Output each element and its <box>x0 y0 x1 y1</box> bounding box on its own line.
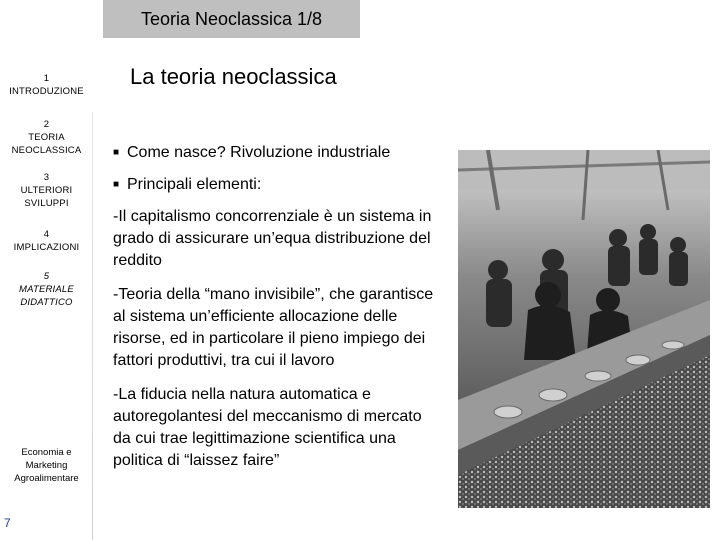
paragraph-capitalismo: -Il capitalismo concorrenziale è un sistema in grado di assicurare un’equa distribuzione del reddito <box>113 208 432 269</box>
slide-title: Teoria Neoclassica 1/8 <box>140 8 323 29</box>
bullet-text: Come nasce? Rivoluzione industriale <box>127 144 391 161</box>
slide-content <box>113 142 443 484</box>
sidebar-item-number: 2 <box>43 119 50 130</box>
sidebar-item-label: MATERIALE DIDATTICO <box>19 284 74 308</box>
page-number: 7 <box>4 516 11 530</box>
course-footer: Economia e Marketing Agroalimentare <box>14 447 79 484</box>
sidebar-item-ulteriori-sviluppi[interactable] <box>0 171 93 210</box>
sidebar <box>0 0 93 540</box>
sidebar-item-teoria-neoclassica[interactable] <box>0 118 93 157</box>
sidebar-item-number: 1 <box>43 73 50 84</box>
sidebar-item-label: IMPLICAZIONI <box>13 242 80 253</box>
sidebar-item-number: 4 <box>43 229 50 240</box>
slide-title-bar <box>103 0 360 38</box>
sidebar-item-number: 3 <box>43 172 50 183</box>
bullet-item <box>113 174 443 196</box>
sidebar-item-label: ULTERIORI SVILUPPI <box>20 185 73 209</box>
sidebar-item-label: INTRODUZIONE <box>9 86 84 97</box>
sidebar-item-materiale-didattico[interactable] <box>0 270 93 309</box>
bullet-text: Principali elementi: <box>127 176 262 193</box>
square-bullet-icon: ■ <box>113 179 120 190</box>
sidebar-item-implicazioni[interactable] <box>0 228 93 254</box>
sidebar-item-number: 5 <box>43 271 50 282</box>
sidebar-item-label: TEORIA NEOCLASSICA <box>11 132 82 156</box>
paragraph-laissez-faire: -La fiducia nella natura automatica e autoregolantesi del meccanismo di mercato da cui trae legittimazione scientifica una politica di “laissez faire” <box>113 386 422 469</box>
bullet-item <box>113 142 443 164</box>
paragraph-mano-invisibile: -Teoria della “mano invisibile”, che garantisce al sistema un’efficiente allocazione delle risorse, ed in particolare il pieno impiego dei fattori produttivi, tra cui il lavoro <box>113 286 434 369</box>
sidebar-item-introduzione[interactable] <box>0 72 93 98</box>
page-title: La teoria neoclassica <box>130 64 337 89</box>
factory-assembly-line-photo <box>458 150 710 508</box>
square-bullet-icon: ■ <box>113 147 120 158</box>
